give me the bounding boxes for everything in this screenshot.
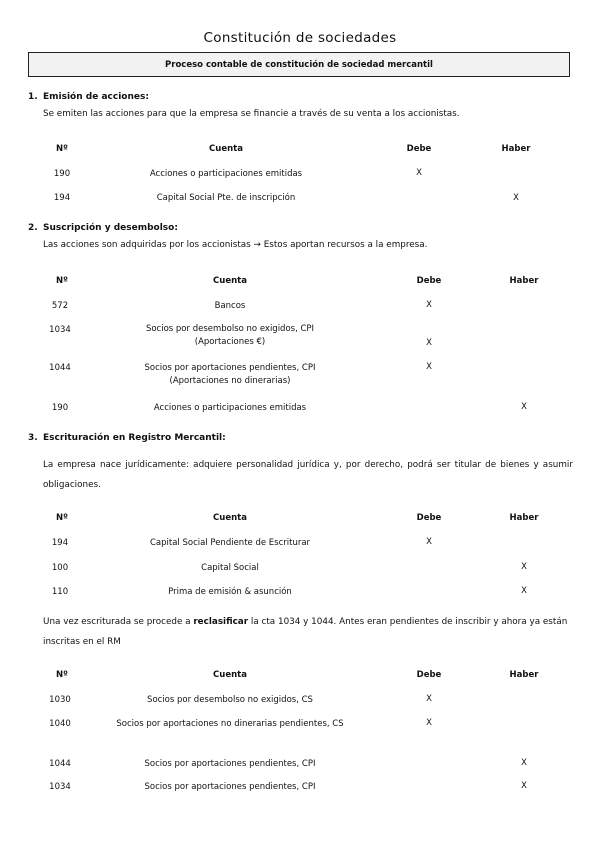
row-haber: X: [513, 193, 519, 203]
row-cuenta: Capital Social Pte. de inscripción: [156, 193, 296, 203]
row-num: 1034: [49, 782, 71, 792]
row-cuenta: Acciones o participaciones emitidas: [153, 403, 307, 413]
row-cuenta-line1: Socios por aportaciones pendientes, CPI: [144, 363, 316, 373]
row-debe: X: [426, 300, 432, 310]
row-debe: X: [416, 168, 422, 178]
section-number: 3.: [28, 433, 38, 443]
row-num: 194: [51, 538, 69, 548]
row-num: 190: [53, 169, 71, 179]
text2-post: la cta 1034 y 1044. Antes eran pendientes de inscribir y ahora ya están inscritas en el RM: [43, 617, 568, 647]
col-header-cuenta: Cuenta: [209, 144, 243, 154]
row-debe: X: [426, 694, 432, 704]
col-header-debe: Debe: [416, 513, 442, 523]
col-header-haber: Haber: [509, 513, 539, 523]
col-header-num: Nº: [56, 513, 68, 523]
row-haber: X: [521, 562, 527, 572]
row-cuenta: Socios por aportaciones pendientes, CPI: [144, 782, 316, 792]
col-header-cuenta: Cuenta: [213, 670, 247, 680]
row-cuenta: Acciones o participaciones emitidas: [149, 169, 303, 179]
row-cuenta: Socios por aportaciones pendientes, CPI: [144, 759, 316, 769]
row-debe: X: [426, 537, 432, 547]
col-header-haber: Haber: [509, 276, 539, 286]
row-debe: X: [426, 718, 432, 728]
section-title: Escrituración en Registro Mercantil:: [43, 433, 226, 443]
row-cuenta: Bancos: [214, 301, 246, 311]
col-header-cuenta: Cuenta: [213, 513, 247, 523]
section-2-text: Las acciones son adquiridas por los accionistas → Estos aportan recursos a la empresa.: [43, 240, 428, 250]
row-cuenta: Capital Social Pendiente de Escriturar: [149, 538, 311, 548]
row-num: 1040: [49, 719, 71, 729]
row-cuenta: Prima de emisión & asunción: [168, 587, 292, 597]
section-title: Emisión de acciones:: [43, 92, 149, 102]
row-cuenta: [80, 323, 380, 349]
section-3-text: La empresa nace jurídicamente: adquiere personalidad jurídica y, por derecho, podrá ser titular de bienes y asumir obligaciones.: [43, 460, 573, 490]
row-num: 1034: [49, 325, 71, 335]
col-header-debe: Debe: [406, 144, 432, 154]
section-3-text2: [43, 612, 573, 652]
col-header-num: Nº: [56, 276, 68, 286]
page-title: Constitución de sociedades: [203, 30, 397, 46]
header-box-title: Proceso contable de constitución de sociedad mercantil: [165, 60, 433, 70]
row-debe: X: [426, 362, 432, 372]
section-2-heading: [28, 223, 178, 233]
row-haber: X: [521, 758, 527, 768]
row-num: 1044: [49, 363, 71, 373]
row-num: 100: [51, 563, 69, 573]
section-3-heading: [28, 433, 226, 443]
row-cuenta-line2: (Aportaciones €): [194, 337, 266, 347]
section-number: 2.: [28, 223, 38, 233]
col-header-debe: Debe: [416, 670, 442, 680]
row-haber: X: [521, 402, 527, 412]
col-header-num: Nº: [56, 670, 68, 680]
row-num: 572: [51, 301, 69, 311]
col-header-haber: Haber: [501, 144, 531, 154]
col-header-haber: Haber: [509, 670, 539, 680]
row-cuenta: [80, 362, 380, 388]
row-cuenta: Socios por desembolso no exigidos, CS: [147, 695, 313, 705]
text2-pre: Una vez escriturada se procede a: [43, 617, 194, 627]
row-cuenta: Capital Social: [201, 563, 259, 573]
row-num: 1030: [49, 695, 71, 705]
section-1-heading: [28, 92, 149, 102]
row-num: 110: [51, 587, 69, 597]
row-num: 1044: [49, 759, 71, 769]
row-haber: X: [521, 781, 527, 791]
section-1-text: Se emiten las acciones para que la empresa se financie a través de su venta a los accionistas.: [43, 109, 460, 119]
row-cuenta-line1: Socios por desembolso no exigidos, CPI: [145, 324, 315, 334]
section-title: Suscripción y desembolso:: [43, 223, 178, 233]
col-header-num: Nº: [56, 144, 68, 154]
row-debe: X: [426, 338, 432, 348]
row-num: 194: [53, 193, 71, 203]
text2-bold: reclasificar: [193, 617, 249, 627]
row-num: 190: [51, 403, 69, 413]
col-header-debe: Debe: [416, 276, 442, 286]
row-cuenta: Socios por aportaciones no dinerarias pendientes, CS: [116, 719, 344, 729]
col-header-cuenta: Cuenta: [213, 276, 247, 286]
row-haber: X: [521, 586, 527, 596]
section-number: 1.: [28, 92, 38, 102]
row-cuenta-line2: (Aportaciones no dinerarias): [169, 376, 291, 386]
